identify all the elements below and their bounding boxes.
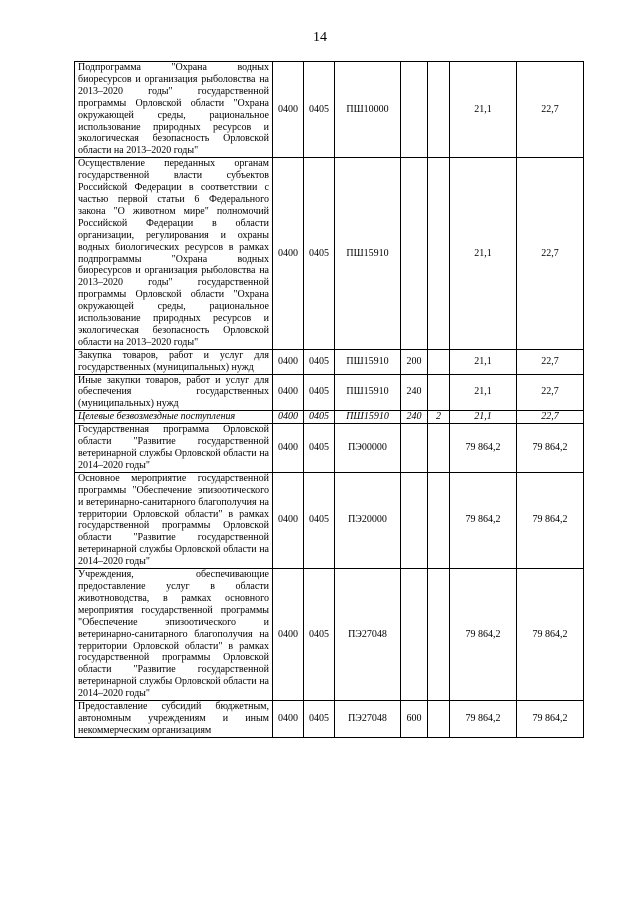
extra-code bbox=[428, 424, 450, 473]
amount-first-year: 79 864,2 bbox=[450, 424, 517, 473]
amount-first-year: 79 864,2 bbox=[450, 701, 517, 738]
row-name: Предоставление субсидий бюджетным, автономным учреждениям и иным некоммерческим организациям bbox=[75, 701, 273, 738]
expense-type-code: 200 bbox=[401, 349, 428, 374]
extra-code bbox=[428, 569, 450, 701]
amount-second-year: 22,7 bbox=[517, 62, 584, 158]
amount-first-year: 79 864,2 bbox=[450, 569, 517, 701]
expense-type-code bbox=[401, 472, 428, 568]
table-row bbox=[75, 701, 584, 738]
table-row bbox=[75, 349, 584, 374]
subsection-code: 0405 bbox=[304, 472, 335, 568]
subsection-code: 0405 bbox=[304, 411, 335, 424]
amount-first-year: 21,1 bbox=[450, 349, 517, 374]
amount-second-year: 79 864,2 bbox=[517, 424, 584, 473]
table-row bbox=[75, 569, 584, 701]
amount-first-year: 21,1 bbox=[450, 62, 517, 158]
expense-type-code bbox=[401, 158, 428, 350]
extra-code bbox=[428, 472, 450, 568]
target-article-code: ПШ15910 bbox=[335, 349, 401, 374]
amount-second-year: 79 864,2 bbox=[517, 472, 584, 568]
section-code: 0400 bbox=[273, 472, 304, 568]
row-name: Учреждения, обеспечивающие предоставление услуг в области животноводства, в рамках основного мероприятия государственной программы "Обеспечение эпизоотического и ветеринарно-санитарного благополучия на территории Орловской области" в рамках государственной программы Орловской области "Развитие государственной ветеринарной службы Орловской области на 2014–2020 годы" bbox=[75, 569, 273, 701]
extra-code bbox=[428, 62, 450, 158]
row-name: Подпрограмма "Охрана водных биоресурсов и организация рыболовства на 2013–2020 годы" государственной программы Орловской области "Охрана окружающей среды, рациональное использование природных ресурсов и экологическая безопасность Орловской области на 2013–2020 годы" bbox=[75, 62, 273, 158]
table-row bbox=[75, 472, 584, 568]
section-code: 0400 bbox=[273, 411, 304, 424]
table-row bbox=[75, 374, 584, 411]
section-code: 0400 bbox=[273, 158, 304, 350]
subsection-code: 0405 bbox=[304, 158, 335, 350]
extra-code bbox=[428, 158, 450, 350]
target-article-code: ПЭ20000 bbox=[335, 472, 401, 568]
subsection-code: 0405 bbox=[304, 701, 335, 738]
table-row bbox=[75, 62, 584, 158]
extra-code: 2 bbox=[428, 411, 450, 424]
subsection-code: 0405 bbox=[304, 424, 335, 473]
table-row bbox=[75, 424, 584, 473]
subsection-code: 0405 bbox=[304, 569, 335, 701]
expense-type-code bbox=[401, 62, 428, 158]
target-article-code: ПШ15910 bbox=[335, 374, 401, 411]
row-name: Осуществление переданных органам государственной власти субъектов Российской Федерации в соответствии с частью первой статьи 6 Федерального закона "О животном мире" полномочий Российской Федерации в области организации, регулирования и охраны водных биологических ресурсов в рамках подпрограммы "Охрана водных биоресурсов и организация рыболовства на 2013–2020 годы" государственной программы Орловской области "Охрана окружающей среды, рациональное использование природных ресурсов и экологическая безопасность Орловской области на 2013–2020 годы" bbox=[75, 158, 273, 350]
expense-type-code bbox=[401, 569, 428, 701]
row-name: Основное мероприятие государственной программы "Обеспечение эпизоотического и ветеринарно-санитарного благополучия на территории Орловской области" в рамках государственной программы Орловской области "Развитие государственной ветеринарной службы Орловской области на 2014–2020 годы" bbox=[75, 472, 273, 568]
expense-type-code: 600 bbox=[401, 701, 428, 738]
amount-second-year: 79 864,2 bbox=[517, 569, 584, 701]
section-code: 0400 bbox=[273, 424, 304, 473]
expense-type-code: 240 bbox=[401, 374, 428, 411]
extra-code bbox=[428, 349, 450, 374]
amount-second-year: 22,7 bbox=[517, 374, 584, 411]
expense-type-code bbox=[401, 424, 428, 473]
section-code: 0400 bbox=[273, 374, 304, 411]
extra-code bbox=[428, 701, 450, 738]
amount-first-year: 21,1 bbox=[450, 411, 517, 424]
amount-second-year: 22,7 bbox=[517, 158, 584, 350]
target-article-code: ПЭ27048 bbox=[335, 569, 401, 701]
subsection-code: 0405 bbox=[304, 62, 335, 158]
amount-first-year: 79 864,2 bbox=[450, 472, 517, 568]
target-article-code: ПШ10000 bbox=[335, 62, 401, 158]
extra-code bbox=[428, 374, 450, 411]
row-name: Закупка товаров, работ и услуг для государственных (муниципальных) нужд bbox=[75, 349, 273, 374]
amount-first-year: 21,1 bbox=[450, 158, 517, 350]
target-article-code: ПЭ27048 bbox=[335, 701, 401, 738]
row-name: Иные закупки товаров, работ и услуг для обеспечения государственных (муниципальных) нужд bbox=[75, 374, 273, 411]
target-article-code: ПЭ00000 bbox=[335, 424, 401, 473]
target-article-code: ПШ15910 bbox=[335, 411, 401, 424]
expense-type-code: 240 bbox=[401, 411, 428, 424]
amount-second-year: 79 864,2 bbox=[517, 701, 584, 738]
amount-first-year: 21,1 bbox=[450, 374, 517, 411]
table-row bbox=[75, 411, 584, 424]
amount-second-year: 22,7 bbox=[517, 349, 584, 374]
section-code: 0400 bbox=[273, 62, 304, 158]
section-code: 0400 bbox=[273, 569, 304, 701]
section-code: 0400 bbox=[273, 349, 304, 374]
row-name: Целевые безвозмездные поступления bbox=[75, 411, 273, 424]
row-name: Государственная программа Орловской области "Развитие государственной ветеринарной службы Орловской области на 2014–2020 годы" bbox=[75, 424, 273, 473]
amount-second-year: 22,7 bbox=[517, 411, 584, 424]
table-row bbox=[75, 158, 584, 350]
page-number: 14 bbox=[313, 30, 327, 45]
subsection-code: 0405 bbox=[304, 374, 335, 411]
section-code: 0400 bbox=[273, 701, 304, 738]
budget-table bbox=[74, 61, 584, 738]
target-article-code: ПШ15910 bbox=[335, 158, 401, 350]
subsection-code: 0405 bbox=[304, 349, 335, 374]
